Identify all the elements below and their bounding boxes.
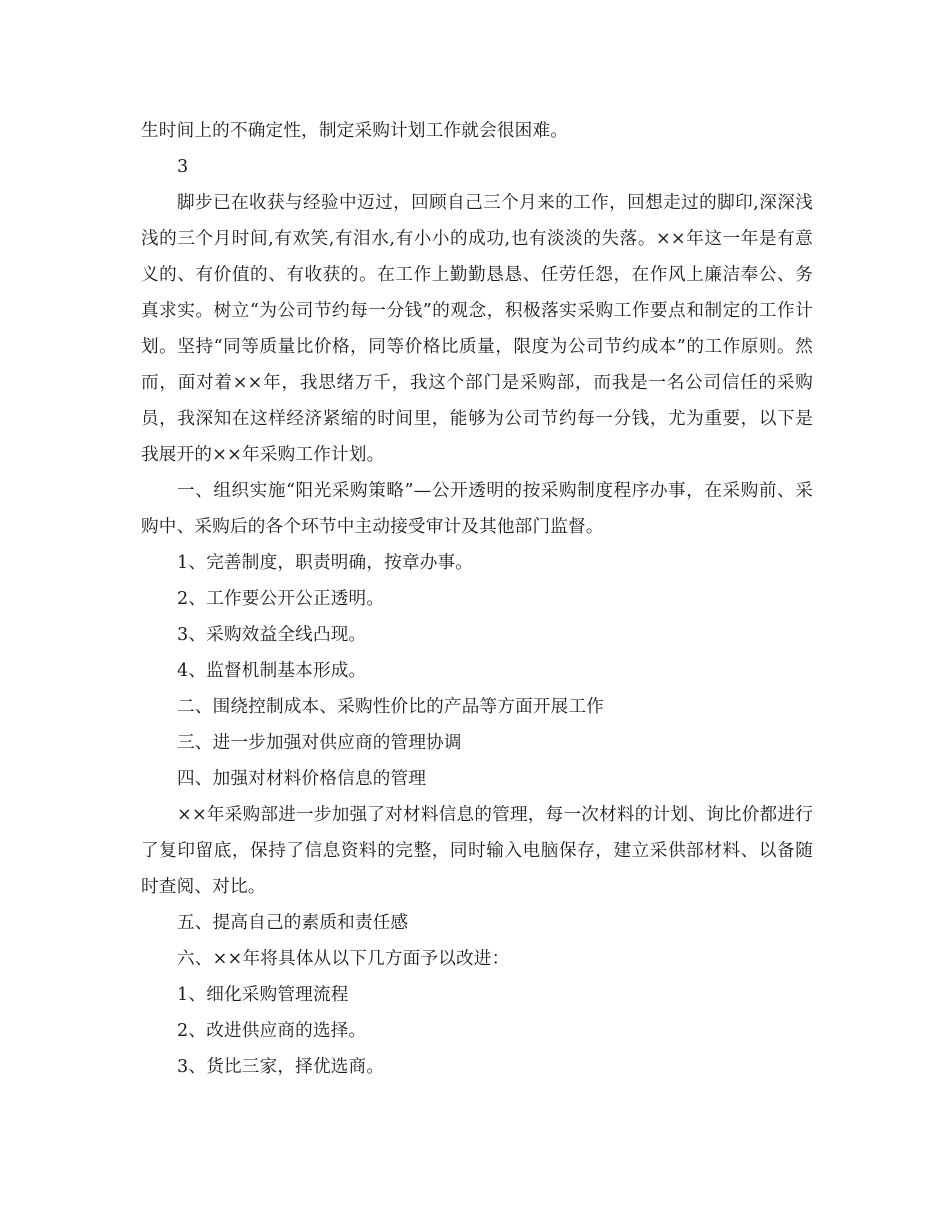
list-item: 3、采购效益全线凸现。 — [177, 625, 367, 645]
list-item: 4、监督机制基本形成。 — [177, 661, 367, 681]
section-number: 3 — [177, 157, 189, 177]
document-body — [141, 113, 813, 1085]
list-item: 1、细化采购管理流程 — [177, 985, 349, 1005]
heading-section-1: 一、组织实施“阳光采购策略”—公开透明的按采购制度程序办事，在采购前、采购中、采购后的各个环节中主动接受审计及其他部门监督。 — [141, 481, 813, 537]
heading-section-3: 三、进一步加强对供应商的管理协调 — [177, 733, 462, 753]
heading-section-4: 四、加强对材料价格信息的管理 — [177, 769, 427, 789]
paragraph-section-4-body: ××年采购部进一步加强了对材料信息的管理，每一次材料的计划、询比价都进行了复印留底，保持了信息资料的完整，同时输入电脑保存，建立采供部材料、以备随时查阅、对比。 — [141, 805, 813, 897]
list-item: 2、改进供应商的选择。 — [177, 1021, 367, 1041]
paragraph-intro: 脚步已在收获与经验中迈过，回顾自己三个月来的工作，回想走过的脚印,深深浅浅的三个月时间,有欢笑,有泪水,有小小的成功,也有淡淡的失落。××年这一年是有意义的、有价值的、有收获的。在工作上勤勤恳恳、任劳任怨，在作风上廉洁奉公、务真求实。树立“为公司节约每一分钱”的观念，积极落实采购工作要点和制定的工作计划。坚持“同等质量比价格，同等价格比质量，限度为公司节约成本”的工作原则。然而，面对着××年，我思绪万千，我这个部门是采购部，而我是一名公司信任的采购员，我深知在这样经济紧缩的时间里，能够为公司节约每一分钱，尤为重要，以下是我展开的××年采购工作计划。 — [141, 193, 813, 465]
list-item: 1、完善制度，职责明确，按章办事。 — [177, 553, 474, 573]
heading-section-2: 二、围绕控制成本、采购性价比的产品等方面开展工作 — [177, 697, 605, 717]
list-item: 3、货比三家，择优选商。 — [177, 1057, 385, 1077]
heading-section-6: 六、××年将具体从以下几方面予以改进： — [177, 949, 510, 969]
paragraph-continuation: 生时间上的不确定性，制定采购计划工作就会很困难。 — [141, 121, 569, 141]
heading-section-5: 五、提高自己的素质和责任感 — [177, 913, 409, 933]
list-item: 2、工作要公开公正透明。 — [177, 589, 385, 609]
